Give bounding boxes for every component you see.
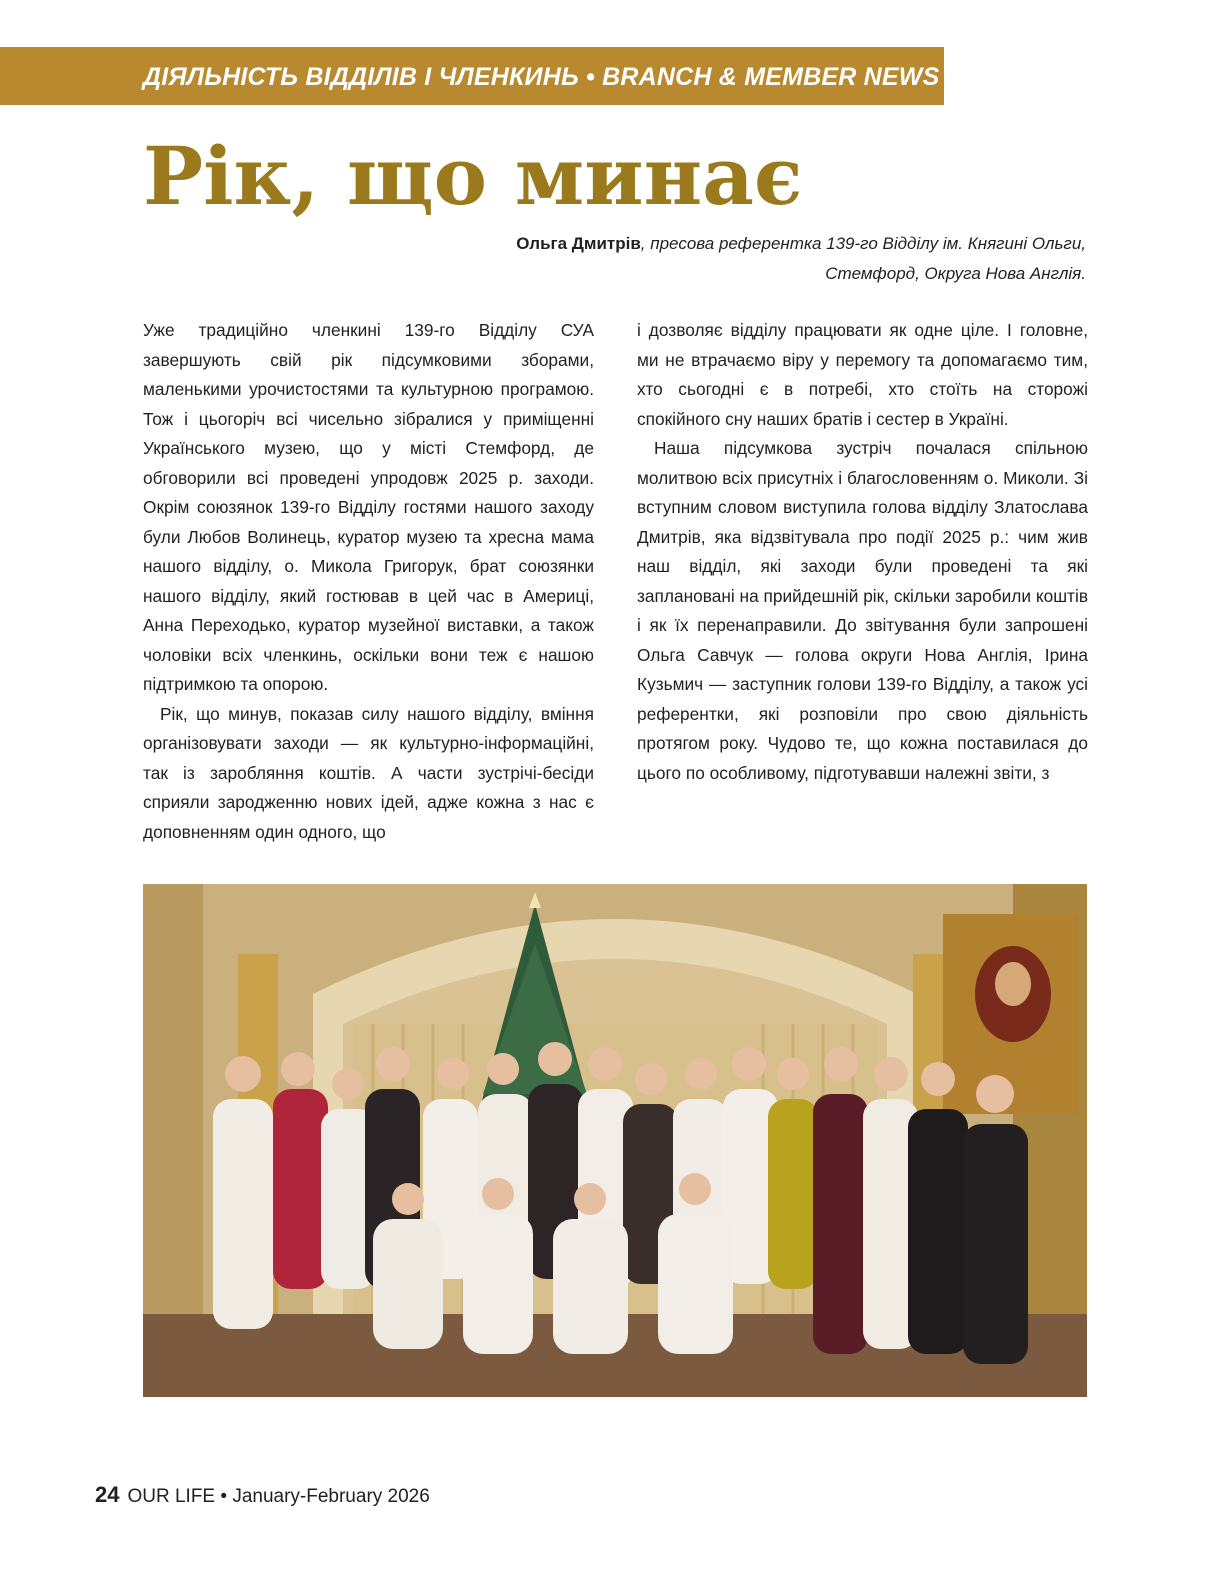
- page-number: 24: [95, 1482, 120, 1507]
- byline: [300, 229, 1086, 289]
- article-column-left: [143, 316, 594, 847]
- paragraph: і дозволяє відділу працювати як одне ціле. І головне, ми не втрачаємо віру у перемогу та допомагаємо тим, хто сьогодні є в потребі, хто стоїть на сторожі спокійного сну наших братів і сестер в Україні.: [637, 320, 1088, 429]
- author-role-line2: Стемфорд, Округа Нова Англія.: [825, 264, 1086, 283]
- paragraph: Уже традиційно членкині 139-го Відділу СУА завершують свій рік підсумковими зборами, маленькими урочистостями та культурною програмою. Тож і цьогоріч всі чисельно зібралися у приміщенні Українського музею, що у місті Стемфорд, де обговорили всі проведені упродовж 2025 р. заходи. Окрім союзянок 139-го Відділу гостями нашого заходу були Любов Волинець, куратор музею та хресна мама нашого відділу, о. Микола Григорук, брат союзянки нашого відділу, який гостював в цей час в Америці, Анна Переходько, куратор музейної виставки, а також чоловіки всіх членкинь, оскільки вони теж є нашою підтримкою та опорою.: [143, 320, 594, 694]
- author-name: Ольга Дмитрів: [516, 234, 641, 253]
- page-footer: [95, 1482, 430, 1508]
- publication-info: OUR LIFE • January-February 2026: [127, 1486, 430, 1507]
- section-label: ДІЯЛЬНІСТЬ ВІДДІЛІВ І ЧЛЕНКИНЬ • BRANCH & MEMBER NEWS: [143, 63, 940, 91]
- group-photo: [143, 884, 1087, 1397]
- paragraph: Наша підсумкова зустріч почалася спільною молитвою всіх присутніх і благословенням о. Миколи. Зі вступним словом виступила голова відділу Златослава Дмитрів, яка відзвітувала про події 2025 р.: чим жив наш відділ, які заходи були проведені та які заплановані на прийдешній рік, скільки заробили коштів і як їх перенаправили. До звітування були запрошені Ольга Савчук — голова округи Нова Англія, Ірина Кузьмич — заступник голови 139-го Відділу, а також усі референтки, які розповіли про свою діяльність протягом року. Чудово те, що кожна поставилася до цього по особливому, підготувавши належні звіти, з: [637, 438, 1088, 783]
- article-title: Рік, що минає: [143, 129, 803, 223]
- paragraph: Рік, що минув, показав силу нашого відділу, вміння організовувати заходи — як культурно-інформаційні, так із заробляння коштів. А части зустрічі-бесіди сприяли зародженню нових ідей, адже кожна з нас є доповненням один одного, що: [143, 703, 594, 842]
- article-column-right: [637, 316, 1088, 788]
- author-role-line1: , пресова референтка 139-го Відділу ім. Княгині Ольги,: [640, 234, 1086, 253]
